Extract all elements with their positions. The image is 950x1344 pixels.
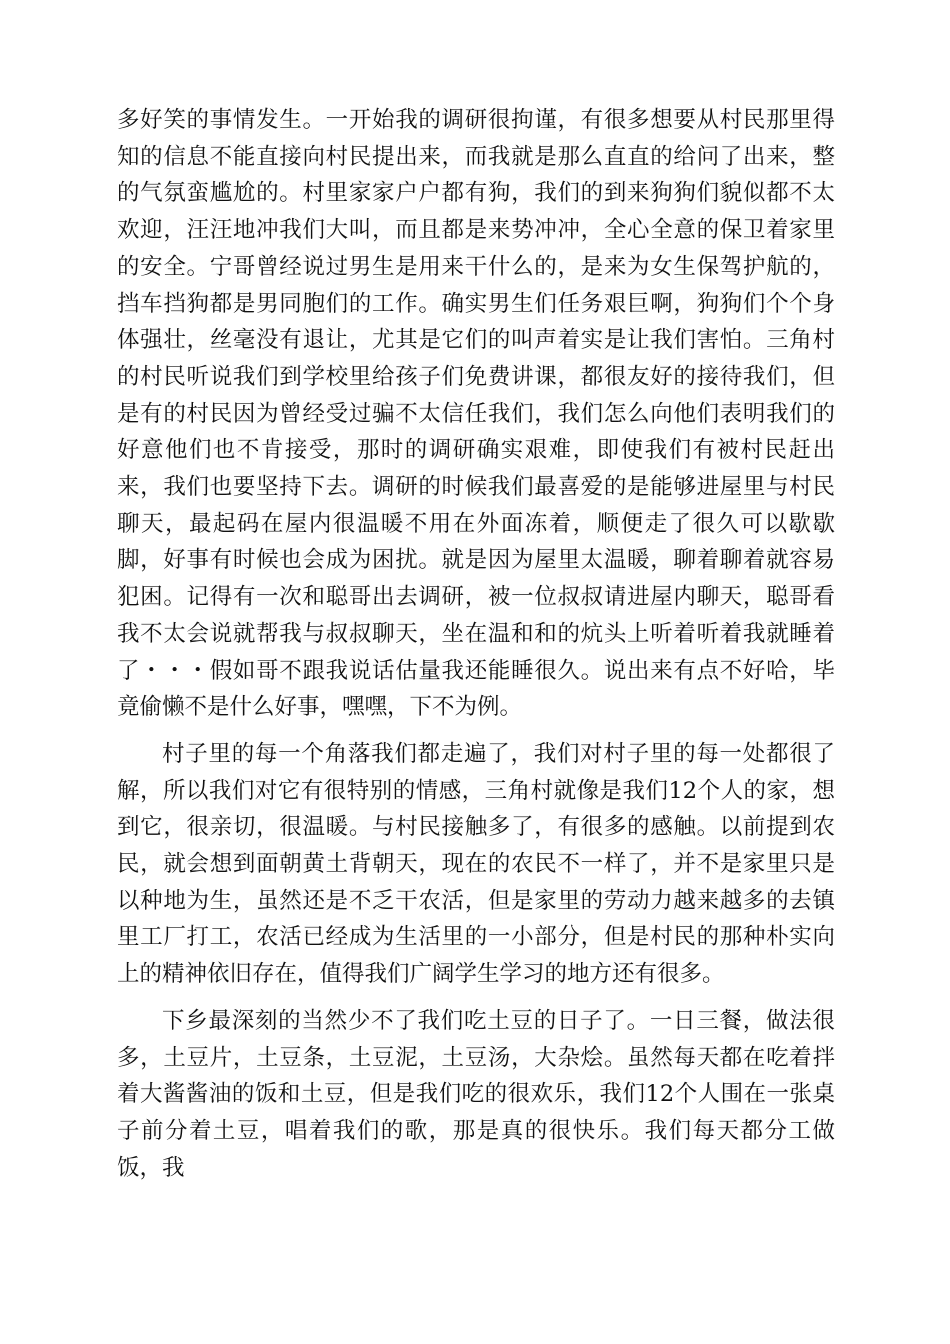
paragraph-3: 下乡最深刻的当然少不了我们吃土豆的日子了。一日三餐，做法很多，土豆片，土豆条，土豆泥，土豆汤，大杂烩。虽然每天都在吃着拌着大酱酱油的饭和土豆，但是我们吃的很欢乐，我们12个人围在一张桌子前分着土豆，唱着我们的歌，那是真的很快乐。我们每天都分工做饭，我 (117, 1007, 835, 1181)
paragraph-2: 村子里的每一个角落我们都走遍了，我们对村子里的每一处都很了解，所以我们对它有很特别的情感，三角村就像是我们12个人的家，想到它，很亲切，很温暖。与村民接触多了，有很多的感触。以前提到农民，就会想到面朝黄土背朝天，现在的农民不一样了，并不是家里只是以种地为生，虽然还是不乏干农活，但是家里的劳动力越来越多的去镇里工厂打工，农活已经成为生活里的一小部分，但是村民的那种朴实向上的精神依旧存在，值得我们广阔学生学习的地方还有很多。 (117, 740, 835, 988)
document-page (117, 102, 835, 1186)
paragraph-1: 多好笑的事情发生。一开始我的调研很拘谨，有很多想要从村民那里得知的信息不能直接向村民提出来，而我就是那么直直的给问了出来，整的气氛蛮尴尬的。村里家家户户都有狗，我们的到来狗狗们貌似都不太欢迎，汪汪地冲我们大叫，而且都是来势冲冲，全心全意的保卫着家里的安全。宁哥曾经说过男生是用来干什么的，是来为女生保驾护航的，挡车挡狗都是男同胞们的工作。确实男生们任务艰巨啊，狗狗们个个身体强壮，丝毫没有退让，尤其是它们的叫声着实是让我们害怕。三角村的村民听说我们到学校里给孩子们免费讲课，都很友好的接待我们，但是有的村民因为曾经受过骗不太信任我们，我们怎么向他们表明我们的好意他们也不肯接受，那时的调研确实艰难，即使我们有被村民赶出来，我们也要坚持下去。调研的时候我们最喜爱的是能够进屋里与村民聊天，最起码在屋内很温暖不用在外面冻着，顺便走了很久可以歇歇脚，好事有时候也会成为困扰。就是因为屋里太温暖，聊着聊着就容易犯困。记得有一次和聪哥出去调研，被一位叔叔请进屋内聊天，聪哥看我不太会说就帮我与叔叔聊天，坐在温和和的炕头上听着听着我就睡着了・・・假如哥不跟我说话估量我还能睡很久。说出来有点不好哈，毕竟偷懒不是什么好事，嘿嘿，下不为例。 (117, 107, 835, 721)
